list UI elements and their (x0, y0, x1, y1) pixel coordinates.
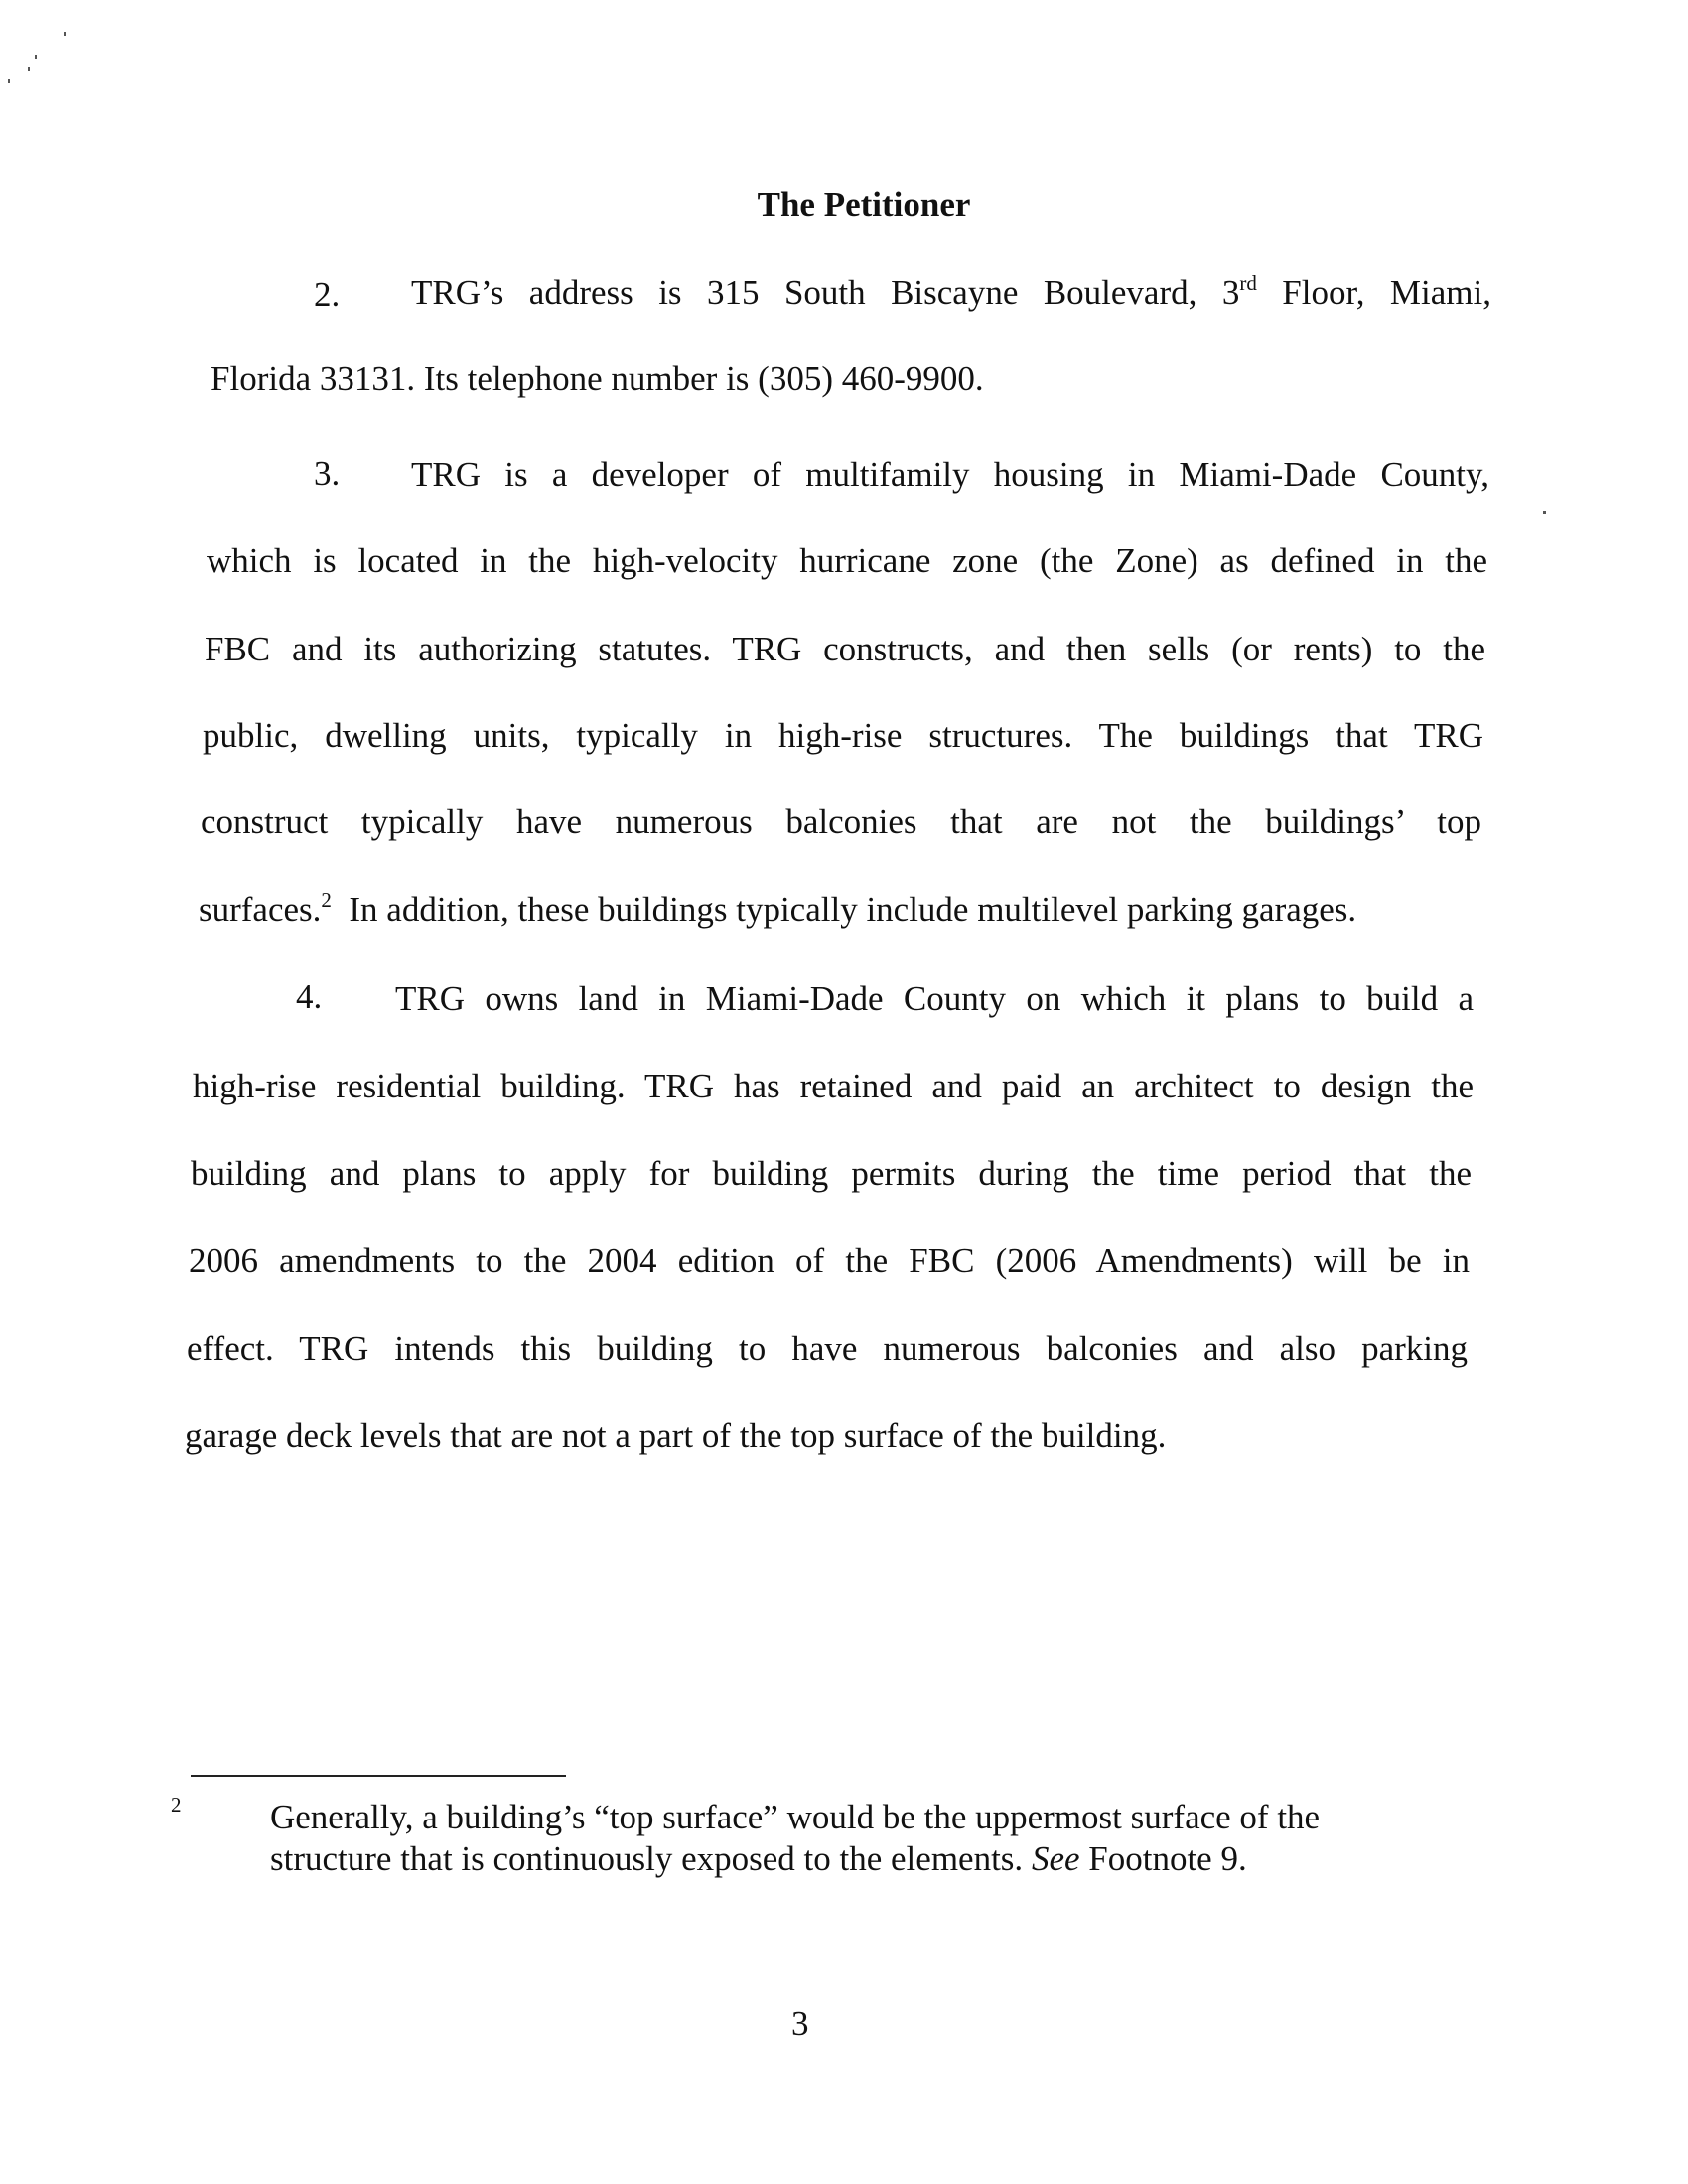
paragraph-line: building and plans to apply for building permits during the time period that the (191, 1154, 1472, 1193)
footnote-separator (191, 1775, 566, 1777)
paragraph-line: construct typically have numerous balconies that are not the buildings’ top (201, 802, 1481, 841)
footnote-mark: 2 (171, 1793, 182, 1817)
paragraph-line: effect. TRG intends this building to have numerous balconies and also parking (187, 1329, 1468, 1368)
paragraph-line: which is located in the high-velocity hurricane zone (the Zone) as defined in the (207, 541, 1487, 580)
paragraph-line: 2006 amendments to the 2004 edition of the FBC (2006 Amendments) will be in (189, 1241, 1470, 1280)
scan-artifact (1543, 511, 1546, 514)
citation-signal: See (1031, 1839, 1080, 1878)
paragraph-line: high-rise residential building. TRG has retained and paid an architect to design the (193, 1067, 1474, 1105)
paragraph-number: 2. (314, 275, 341, 314)
paragraph-line: garage deck levels that are not a part of the top surface of the building. (185, 1416, 1167, 1455)
scan-artifact (28, 67, 30, 71)
page-number: 3 (791, 2004, 809, 2043)
paragraph-line: public, dwelling units, typically in high-rise structures. The buildings that TRG (203, 716, 1483, 755)
scan-artifact (35, 55, 37, 59)
scan-artifact (64, 32, 66, 36)
ordinal-superscript: rd (1239, 271, 1257, 295)
paragraph-line: TRG owns land in Miami-Dade County on which it plans to build a (395, 979, 1474, 1018)
paragraph-line: TRG’s address is 315 South Biscayne Boulevard, 3rd Floor, Miami, (411, 271, 1491, 312)
paragraph-number: 4. (296, 977, 323, 1016)
paragraph-line: surfaces.$^2$ In addition, these buildings typically include multilevel parking garages. (199, 888, 1357, 929)
paragraph-line: Florida 33131. Its telephone number is (305) 460-9900. (211, 360, 984, 398)
section-heading: The Petitioner (757, 185, 971, 223)
paragraph-line: TRG is a developer of multifamily housing in Miami-Dade County, (411, 455, 1489, 494)
scan-artifact (8, 79, 10, 83)
paragraph-line: FBC and its authorizing statutes. TRG constructs, and then sells (or rents) to the (205, 630, 1485, 668)
footnote-line: structure that is continuously exposed to the elements. See Footnote 9. (270, 1839, 1247, 1878)
paragraph-number: 3. (314, 454, 341, 493)
footnote-reference[interactable]: 2 (321, 888, 332, 912)
footnote-line: Generally, a building’s “top surface” would be the uppermost surface of the (270, 1798, 1321, 1836)
